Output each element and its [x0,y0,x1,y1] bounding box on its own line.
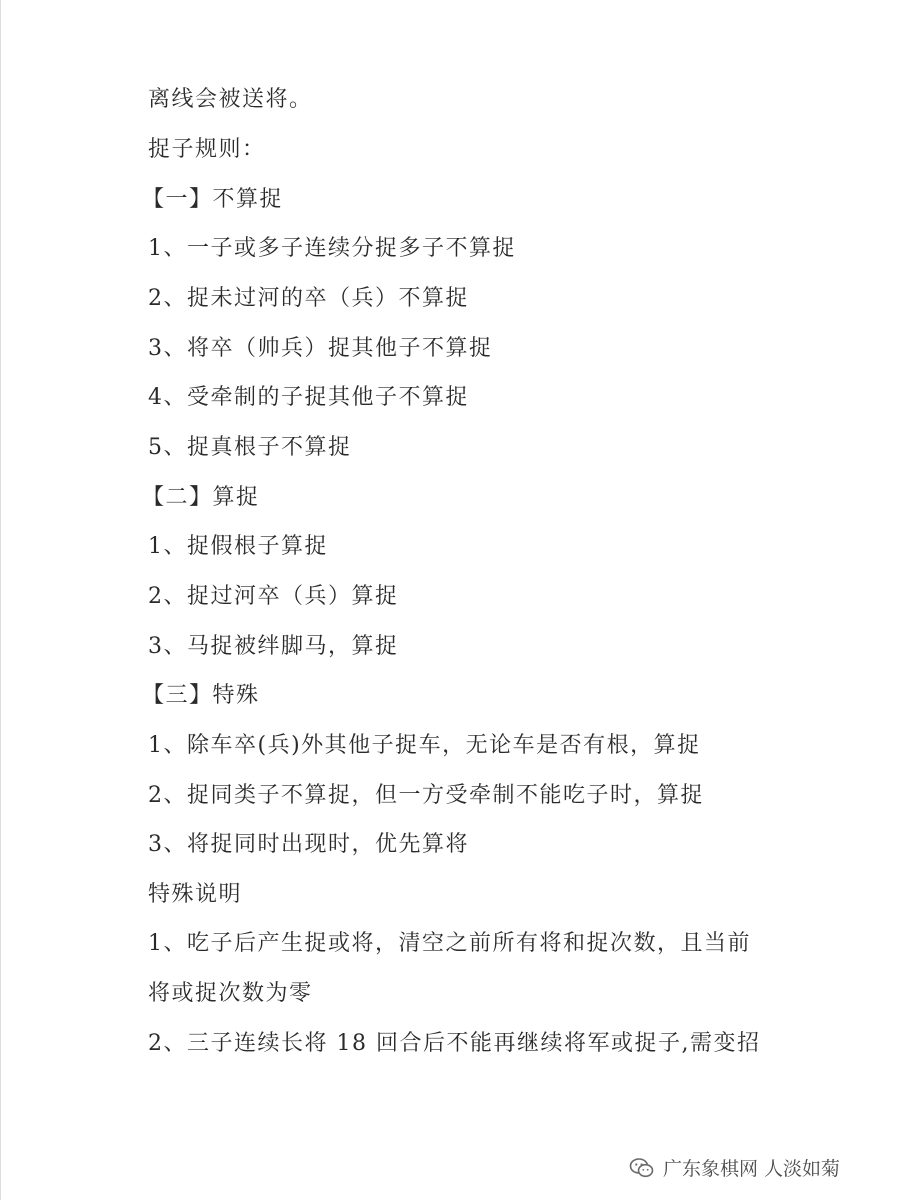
section-title: 特殊说明 [148,882,243,907]
list-item: 3、将卒（帅兵）捉其他子不算捉 [148,336,493,361]
subsection-heading: 【三】特殊 [142,683,260,708]
list-item: 2、捉同类子不算捉，但一方受牵制不能吃子时，算捉 [148,783,704,808]
subsection-heading: 【二】算捉 [142,485,260,510]
list-item: 3、马捉被绊脚马，算捉 [148,634,399,659]
list-item: 1、捉假根子算捉 [148,534,328,559]
list-item: 4、受牵制的子捉其他子不算捉 [148,385,469,410]
watermark [629,1154,840,1181]
section-title: 捉子规则： [148,137,266,162]
text-line: 离线会被送将。 [148,87,313,112]
subsection-heading: 【一】不算捉 [142,187,284,212]
watermark-text: 广东象棋网 人淡如菊 [663,1158,841,1180]
list-item: 3、将捉同时出现时，优先算将 [148,832,469,857]
list-item: 5、捉真根子不算捉 [148,435,352,460]
list-item-continuation: 将或捉次数为零 [148,981,313,1006]
list-item: 2、捉过河卒（兵）算捉 [148,584,399,609]
list-item: 1、吃子后产生捉或将，清空之前所有将和捉次数，且当前 [148,931,751,956]
wechat-icon [629,1155,655,1181]
list-item: 1、一子或多子连续分捉多子不算捉 [148,236,516,261]
list-item: 2、捉未过河的卒（兵）不算捉 [148,286,469,311]
list-item: 2、三子连续长将 18 回合后不能再继续将军或捉子,需变招 [148,1031,761,1056]
list-item: 1、除车卒(兵)外其他子捉车，无论车是否有根，算捉 [148,733,701,758]
